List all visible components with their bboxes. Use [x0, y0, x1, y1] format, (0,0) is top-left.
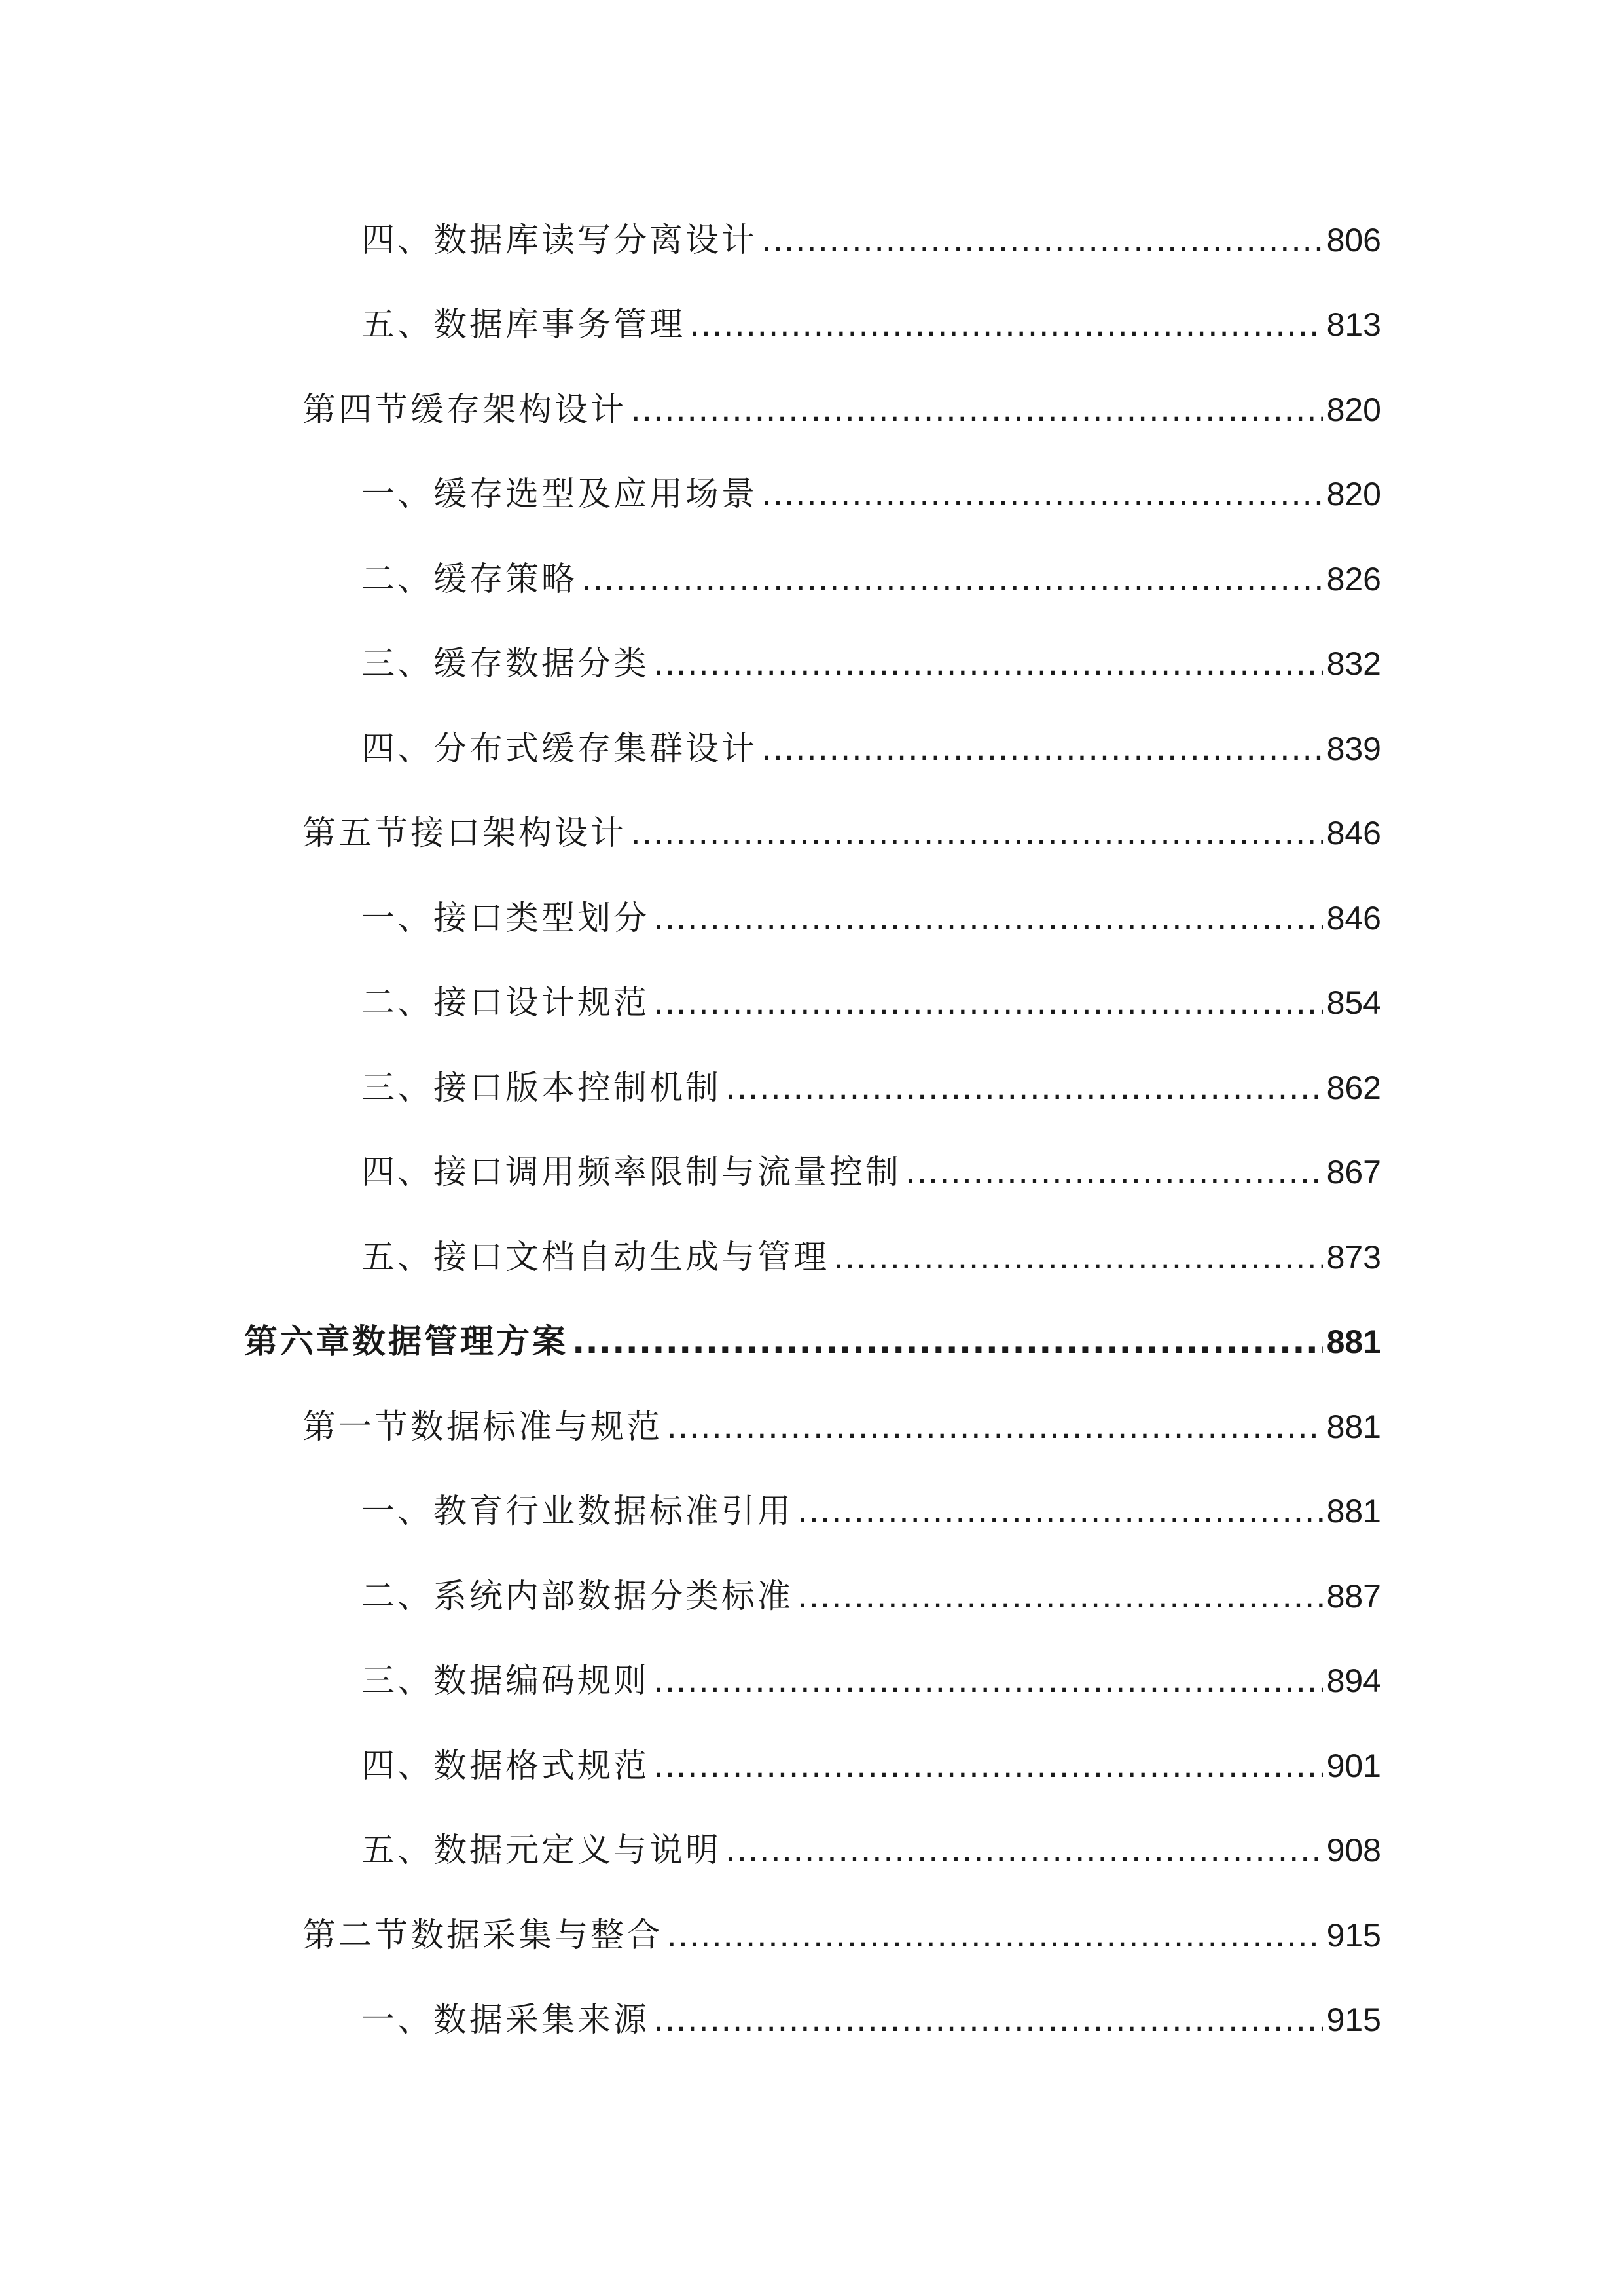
toc-entry[interactable]: [361, 214, 1381, 266]
toc-entry-title: 第一节数据标准与规范: [302, 1408, 663, 1446]
toc-entry[interactable]: [361, 723, 1381, 775]
toc-entry[interactable]: [361, 637, 1381, 690]
toc-entry[interactable]: [244, 1316, 1381, 1368]
toc-entry[interactable]: [361, 1146, 1381, 1198]
toc-entry-title: 第二节数据采集与整合: [302, 1916, 663, 1955]
toc-entry-title: 三、数据编码规则: [361, 1662, 650, 1700]
toc-entry-title: 一、数据采集来源: [361, 2001, 650, 2039]
toc-dot-leader: [653, 1740, 1323, 1793]
toc-entry[interactable]: [361, 977, 1381, 1029]
toc-entry-page: 881: [1326, 1323, 1381, 1360]
toc-dot-leader: [666, 1910, 1323, 1962]
toc-dot-leader: [725, 1825, 1323, 1877]
toc-entry[interactable]: [361, 298, 1381, 351]
toc-dot-leader: [653, 638, 1323, 691]
toc-entry-title: 五、接口文档自动生成与管理: [361, 1238, 830, 1277]
toc-entry-title: 第五节接口架构设计: [302, 814, 627, 853]
toc-entry-page: 806: [1326, 222, 1381, 259]
toc-entry-title: 二、接口设计规范: [361, 984, 650, 1022]
toc-entry-page: 826: [1326, 561, 1381, 598]
toc-entry[interactable]: [361, 553, 1381, 605]
toc-entry[interactable]: [302, 1909, 1381, 1962]
toc-dot-leader: [797, 1486, 1323, 1538]
toc-entry-title: 三、接口版本控制机制: [361, 1069, 722, 1107]
toc-dot-leader: [653, 893, 1323, 945]
toc-dot-leader: [833, 1232, 1323, 1284]
toc-entry[interactable]: [361, 1231, 1381, 1283]
toc-dot-leader: [572, 1316, 1323, 1369]
toc-entry-page: 839: [1326, 730, 1381, 767]
toc-entry-page: 862: [1326, 1069, 1381, 1106]
toc-entry-title: 五、数据库事务管理: [361, 306, 686, 344]
toc-dot-leader: [761, 469, 1323, 521]
toc-entry[interactable]: [361, 1824, 1381, 1876]
toc-entry-page: 881: [1326, 1408, 1381, 1445]
toc-entry[interactable]: [361, 1655, 1381, 1707]
toc-dot-leader: [653, 1994, 1323, 2047]
toc-entry-page: 854: [1326, 984, 1381, 1021]
toc-entry[interactable]: [361, 1740, 1381, 1792]
toc-entry-page: 846: [1326, 900, 1381, 937]
toc-entry-page: 894: [1326, 1662, 1381, 1699]
toc-entry-title: 二、缓存策略: [361, 560, 578, 599]
toc-dot-leader: [797, 1571, 1323, 1623]
toc-dot-leader: [761, 723, 1323, 776]
toc-entry-title: 一、接口类型划分: [361, 899, 650, 938]
toc-dot-leader: [761, 215, 1323, 267]
toc-entry-page: 881: [1326, 1493, 1381, 1530]
toc-dot-leader: [581, 554, 1323, 606]
toc-entry-page: 846: [1326, 815, 1381, 852]
toc-entry[interactable]: [361, 892, 1381, 944]
toc-entry[interactable]: [361, 468, 1381, 520]
toc-entry[interactable]: [302, 807, 1381, 859]
toc-entry-page: 915: [1326, 2001, 1381, 2038]
toc-entry-page: 820: [1326, 476, 1381, 512]
toc-entry-title: 五、数据元定义与说明: [361, 1831, 722, 1870]
toc-dot-leader: [905, 1147, 1323, 1199]
toc-entry-title: 第四节缓存架构设计: [302, 391, 627, 429]
toc-dot-leader: [666, 1401, 1323, 1454]
toc-entry[interactable]: [361, 1062, 1381, 1114]
toc-dot-leader: [689, 299, 1323, 351]
toc-entry-page: 832: [1326, 645, 1381, 682]
toc-entry-title: 四、数据库读写分离设计: [361, 221, 758, 260]
toc-entry-title: 一、缓存选型及应用场景: [361, 475, 758, 514]
toc-dot-leader: [630, 384, 1323, 437]
toc-entry[interactable]: [302, 384, 1381, 436]
toc-entry-page: 873: [1326, 1239, 1381, 1276]
toc-entry-page: 820: [1326, 391, 1381, 428]
toc-entry-page: 901: [1326, 1748, 1381, 1784]
toc-dot-leader: [725, 1062, 1323, 1115]
toc-entry-page: 813: [1326, 306, 1381, 343]
toc-entry-page: 887: [1326, 1578, 1381, 1615]
toc-entry-title: 四、数据格式规范: [361, 1747, 650, 1785]
toc-dot-leader: [653, 977, 1323, 1030]
toc-entry[interactable]: [361, 1570, 1381, 1623]
toc-entry-page: 915: [1326, 1917, 1381, 1954]
toc-entry-title: 一、教育行业数据标准引用: [361, 1492, 794, 1531]
toc-entry-title: 三、缓存数据分类: [361, 645, 650, 683]
toc-dot-leader: [653, 1655, 1323, 1708]
toc-entry-title: 第六章数据管理方案: [244, 1323, 569, 1361]
toc-entry-title: 二、系统内部数据分类标准: [361, 1577, 794, 1616]
toc-dot-leader: [630, 808, 1323, 860]
toc-entry[interactable]: [361, 1994, 1381, 2046]
toc-entry[interactable]: [361, 1485, 1381, 1537]
toc-entry-page: 908: [1326, 1832, 1381, 1869]
toc-entry[interactable]: [302, 1401, 1381, 1453]
toc-entry-title: 四、分布式缓存集群设计: [361, 730, 758, 768]
toc-entry-title: 四、接口调用频率限制与流量控制: [361, 1153, 902, 1192]
toc-entry-page: 867: [1326, 1154, 1381, 1191]
